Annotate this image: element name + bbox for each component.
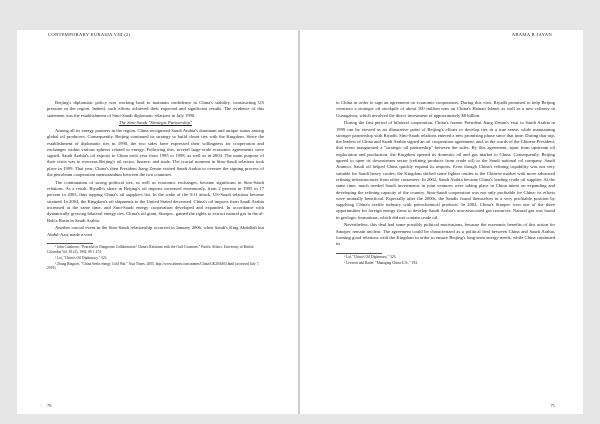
page-number: 71 xyxy=(550,403,555,408)
right-paragraph: During the first period of bilateral cooperation, China's former President Jiang Zemin's visit to Saudi Arabia in 1999 can be viewed as an illustrative point of Beijing's efforts to develop ties in a true sense, while maintaining stronger partnership with Riyadh. Sino-Saudi relations entered a new promising phase since that time. During that trip, the leaders of China and Saudi Arabia signed an oil cooperation agreement, and, in the words of the Chinese President, that event inaugurated a "strategic oil partnership" between the sides. By this agreement, apart from upstream oil exploration and production, the Kingdom opened its domestic oil and gas market to China. Consequently, Beijing agreed to open its downstream sector (refining products from crude oil) to the Saudi national oil company, Saudi Aramco. Saudi oil helped China quickly expand its imports. Even though China's refining capability was not very suitable for Saudi heavy crudes, the Kingdom shifted some lighter crudes to the Chinese market with more advanced refining infrastructures from other customers. In 2002, Saudi Arabia became China's leading crude oil supplier. At the same time, much needed Saudi investments in joint ventures were taking place in China intent on expanding and developing the refining capacity of the country. Sino-Saudi cooperation was not only profitable for China: its efforts were mutually beneficial. Especially after the 2000s, the Saudis found themselves in a very profitable position by supplying China's textile industry with petrochemical products. In 2004, China's Sinopec won one of the three opportunities for foreign energy firms to develop Saudi Arabia's non-associated gas resources. Natural gas was found in geologic formations, which did not contain crude oil. xyxy=(336,120,555,220)
footnote: ¹ John Calabrese, "Peaceful or Dangerous Collaborators? China's Relations with the Gulf Countries," Pacific Affairs, University of British Columbia Vol. 65 (4), 1992, 89 f. 474. xyxy=(47,245,254,254)
right-page-body xyxy=(336,100,555,266)
footnote: ³ Zhang Bingwei, "China Seeks energy Cold War," Asia Times, 2005. http://www.atimes.com/atimes/China/GK20Ad03.html (accessed July 7, 2019). xyxy=(47,261,260,271)
footnote-rule xyxy=(47,243,93,244)
page-number: 70 xyxy=(47,403,52,408)
footnote-rule xyxy=(336,253,382,254)
section-subheading: The Sino-Saudi "Strategic Partnership" xyxy=(119,120,192,126)
left-running-header: CONTEMPORARY EURASIA VIII (2) xyxy=(48,32,131,37)
left-paragraph: Beijing's diplomatic policy was working hard to maintain confidence in China's stability, constructing US pressure in the region. Indeed, such efforts achieved their expected and significant results. The evidence of this statement was the establishment of Sino-Saudi diplomatic relations in July 1990. xyxy=(47,100,264,118)
footnote: ² Leverett and Bader, "Managing China-U.S.," 194. xyxy=(344,261,418,266)
footnote: ¹ Lai, "China's Oil Diplomacy," 323. xyxy=(344,255,397,260)
footnote: ² Lai, "China's Oil Diplomacy," 323. xyxy=(55,255,108,260)
right-paragraph: to China in order to sign an agreement on economic cooperation. During this visit, Riyadh promised to help Beijing construct a strategic oil stockpile of about 100 million tons on China's Hainan Island, as well as a new refinery in Guangzhou, which involved the direct investment of approximately $8 billion. xyxy=(336,100,555,118)
right-paragraph: Nevertheless, this deal had some possibly political motivations, because the economic benefits of this action for Sinopec remain unclear. The agreement could be characterized as a political deal between China and Saudi Arabia, forming good relations with the Kingdom in order to ensure Beijing's long-term energy needs, while China continued its xyxy=(336,222,555,247)
right-page xyxy=(300,30,583,414)
left-paragraph: The continuation of strong political ties, as well as economic exchanges, became significant in Sino-Saudi relations. As a result, Riyadh's share in Beijing's oil imports increased enormously, from 2 percent in 1995 to 17 percent in 2003, thus topping China's oil suppliers list. In the wake of the 9/11 attack, US-Saudi relations became strained. In 2004, the Kingdom's oil shipments to the United Stated decreased. China's oil imports from Saudi Arabia increased at the same time, and Sino-Saudi energy cooperation developed and expanded. In accordance with dynamically growing bilateral energy ties, China's oil giant, Sinopec, gained the rights to extract natural gas in the al-Rub'a Basin in Saudi Arabia. xyxy=(47,179,264,223)
left-paragraph: Another crucial event in the Sino-Saudi relationship occurred in January 2006, when Saudi's King Abdullah bin Abdul-Aziz made a visit xyxy=(47,225,264,237)
left-page-body xyxy=(47,100,264,271)
right-running-header: ABAMA B JAYAN xyxy=(511,32,552,37)
left-page xyxy=(17,30,300,414)
left-paragraph: Among all its energy partners in the region, China recognized Saudi Arabia's dominant and unique status among global oil producers. Consequently, Beijing continued its strategy to build closer ties with the Kingdom. Since the establishment of diplomatic ties in 1990, the two sides have expressed their willingness for cooperation and exchanges within various spheres related to energy. Following this, several large-scale economic agreements were signed. Saudi Arabia's oil exports to China each year from 1995 to 1998, as well as in 2004. The main purpose of their visits was to overseas Beijing's oil sector, finance, and trade. The crucial moment in Sino-Saudi relations took place in 1999. That year, China's then President Jiang Zemin visited Saudi Arabia to oversee the signing process of the petroleum cooperation memorandum between the two countries. xyxy=(47,127,264,178)
